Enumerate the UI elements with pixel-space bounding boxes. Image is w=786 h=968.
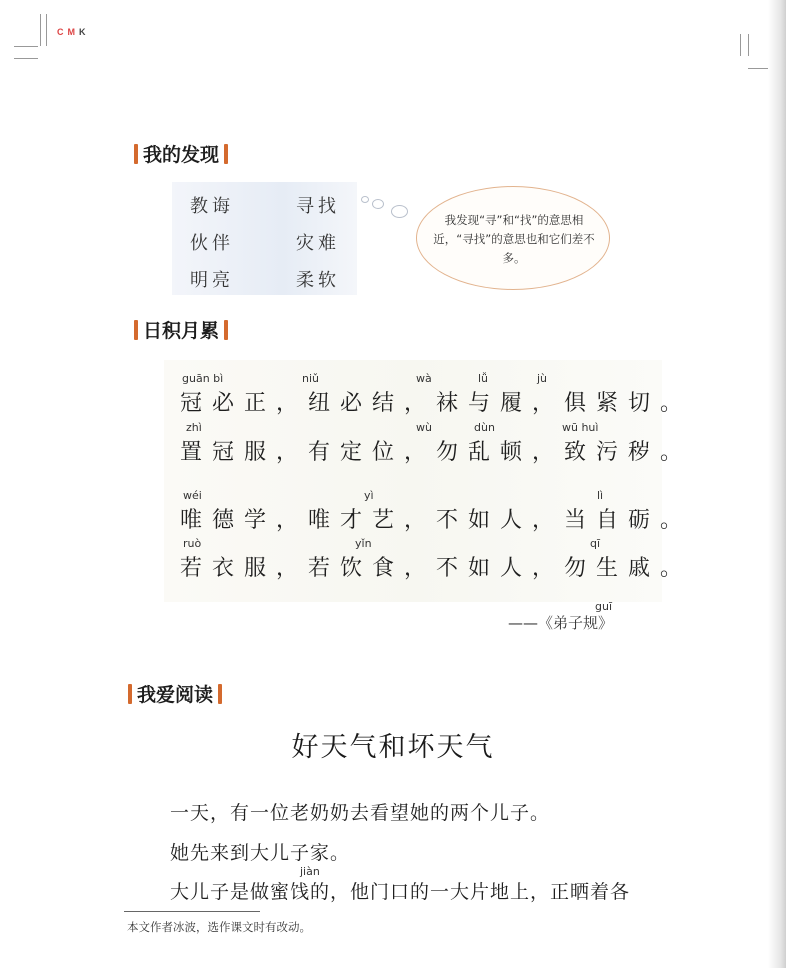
page-edge-shadow bbox=[768, 0, 786, 968]
vocab-word: 寻找 bbox=[296, 196, 340, 217]
pinyin: niǔ bbox=[302, 372, 319, 385]
pinyin: ruò bbox=[183, 537, 202, 550]
pinyin: guān bì bbox=[182, 372, 224, 385]
crop-mark bbox=[740, 34, 741, 56]
pinyin: qī bbox=[590, 537, 601, 550]
thought-dot bbox=[372, 199, 384, 209]
poem-line: 冠必正，纽必结，袜与履，俱紧切。 bbox=[180, 391, 693, 416]
pinyin: lì bbox=[597, 489, 604, 502]
poem-line: 唯德学，唯才艺，不如人，当自砺。 bbox=[180, 508, 693, 533]
thought-text: 我发现“寻”和“找”的意思相近，“寻找”的意思也和它们差不多。 bbox=[433, 213, 595, 265]
story-paragraph: 她先来到大儿子家。 bbox=[170, 842, 351, 864]
heading-bar-left bbox=[134, 144, 138, 164]
crop-mark bbox=[748, 34, 749, 56]
story-title: 好天气和坏天气 bbox=[291, 732, 495, 763]
section-title: 我的发现 bbox=[143, 144, 220, 166]
footnote-divider bbox=[124, 911, 260, 912]
vocab-word: 教诲 bbox=[190, 196, 234, 217]
poem-line: 置冠服，有定位，勿乱顿，致污秽。 bbox=[180, 440, 693, 465]
crop-mark bbox=[748, 68, 768, 69]
heading-bar-left bbox=[128, 684, 132, 704]
pinyin: dùn bbox=[474, 421, 495, 434]
section-title: 我爱阅读 bbox=[137, 684, 214, 706]
pinyin: wéi bbox=[183, 489, 202, 502]
heading-bar-right bbox=[224, 320, 228, 340]
pinyin: wà bbox=[416, 372, 432, 385]
section-heading-accumulation bbox=[134, 316, 228, 343]
pinyin: zhì bbox=[186, 421, 202, 434]
pinyin: wù bbox=[416, 421, 432, 434]
thought-dot bbox=[391, 205, 408, 218]
vocab-word: 明亮 bbox=[190, 270, 234, 291]
section-title: 日积月累 bbox=[143, 320, 220, 342]
thought-dot bbox=[361, 196, 369, 203]
vocab-word: 伙伴 bbox=[190, 233, 234, 254]
crop-mark bbox=[14, 46, 38, 47]
pinyin: jiàn bbox=[300, 865, 320, 878]
pinyin: guī bbox=[595, 600, 613, 613]
poem-attribution: ——《弟子规》 bbox=[508, 614, 614, 632]
story-paragraph: 大儿子是做蜜饯的，他门口的一大片地上，正晒着各 bbox=[170, 881, 631, 903]
print-color-marks: CMK bbox=[57, 27, 90, 37]
pinyin: yì bbox=[364, 489, 374, 502]
crop-mark bbox=[14, 58, 38, 59]
section-heading-reading bbox=[128, 680, 222, 707]
story-paragraph: 一天，有一位老奶奶去看望她的两个儿子。 bbox=[170, 802, 551, 824]
section-heading-discovery bbox=[134, 140, 228, 167]
heading-bar-left bbox=[134, 320, 138, 340]
crop-mark bbox=[46, 14, 47, 46]
pinyin: yǐn bbox=[355, 537, 372, 550]
vocab-word: 柔软 bbox=[296, 270, 340, 291]
pinyin: lǚ bbox=[478, 372, 489, 385]
crop-mark bbox=[40, 14, 41, 46]
poem-line: 若衣服，若饮食，不如人，勿生戚。 bbox=[180, 556, 693, 581]
pinyin: wū huì bbox=[562, 421, 599, 434]
pinyin: jù bbox=[537, 372, 548, 385]
heading-bar-right bbox=[218, 684, 222, 704]
vocab-word: 灾难 bbox=[296, 233, 340, 254]
heading-bar-right bbox=[224, 144, 228, 164]
footnote: 本文作者冰波，选作课文时有改动。 bbox=[127, 920, 311, 934]
